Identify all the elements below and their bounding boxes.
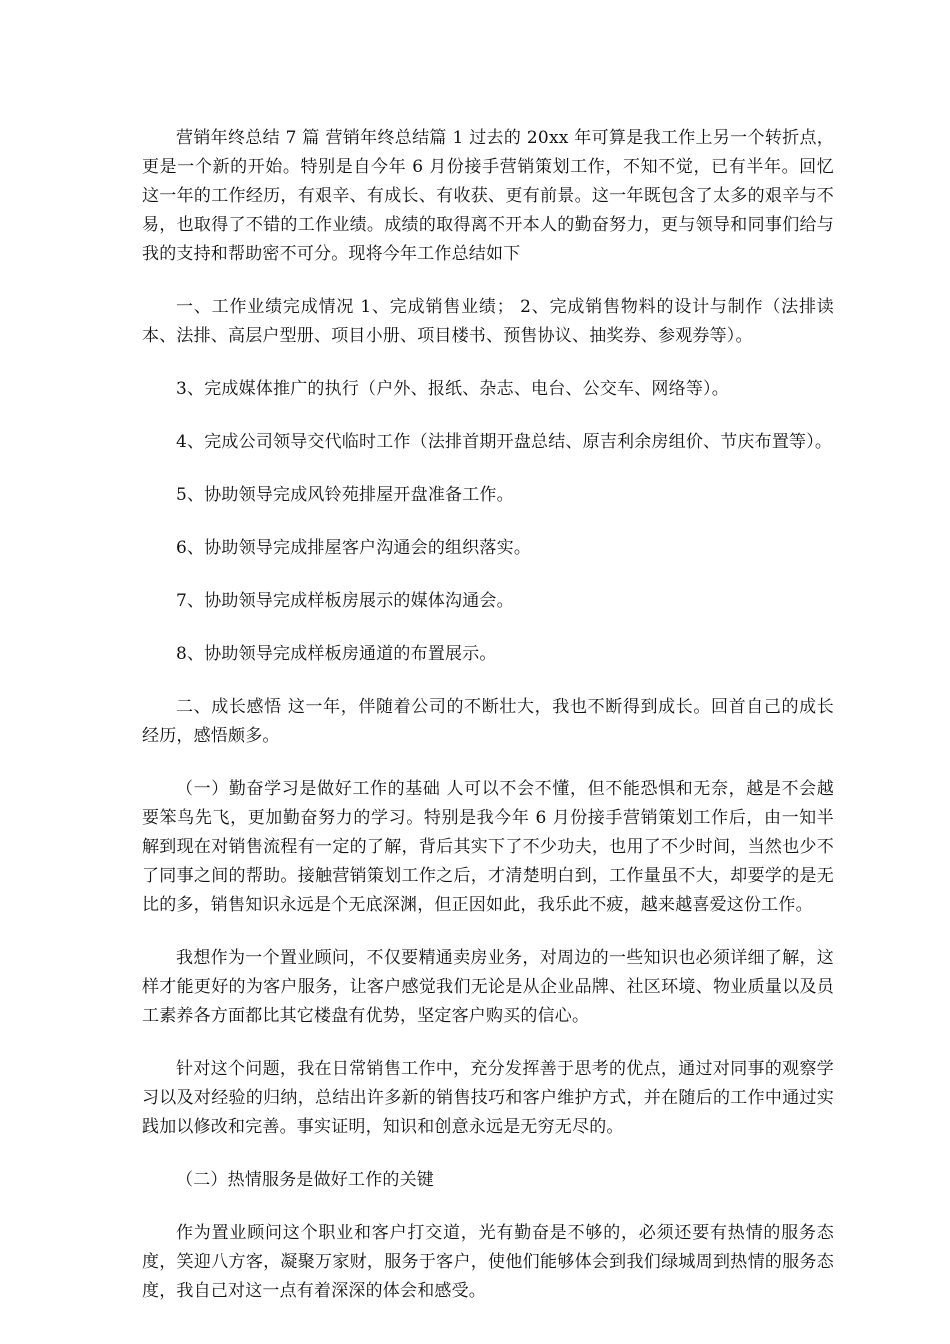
document-page — [142, 124, 834, 1330]
item-4-paragraph: 4、完成公司领导交代临时工作（法排首期开盘总结、原吉利余房组价、节庆布置等）。 — [176, 432, 833, 452]
item-3-paragraph: 3、完成媒体推广的执行（户外、报纸、杂志、电台、公交车、网络等）。 — [176, 379, 729, 399]
subsection-one-paragraph: （一）勤奋学习是做好工作的基础 人可以不会不懂，但不能恐惧和无奈，越是不会越要笨鸟先飞，更加勤奋努力的学习。特别是我今年 6 月份接手营销策划工作后，由一知半解到现在对销售流程有一定的了解，背后其实下了不少功夫，也用了不少时间，当然也少不了同事之间的帮助。接触营销策划工作之后，才清楚明白到，工作量虽不大，却要学的是无比的多，销售知识永远是个无底深渊，但正因如此，我乐此不疲，越来越喜爱这份工作。 — [142, 779, 834, 915]
intro-paragraph: 营销年终总结 7 篇 营销年终总结篇 1 过去的 20xx 年可算是我工作上另一个转折点，更是一个新的开始。特别是自今年 6 月份接手营销策划工作，不知不觉，已有半年。回忆这一年的工作经历，有艰辛、有成长、有收获、更有前景。这一年既包含了太多的艰辛与不易，也取得了不错的工作业绩。成绩的取得离不开本人的勤奋努力，更与领导和同事们给与我的支持和帮助密不可分。现将今年工作总结如下 — [142, 128, 834, 264]
section-one-paragraph: 一、工作业绩完成情况 1、完成销售业绩； 2、完成销售物料的设计与制作（法排读本、法排、高层户型册、项目小册、项目楼书、预售协议、抽奖券、参观券等）。 — [142, 297, 834, 346]
item-7-paragraph: 7、协助领导完成样板房展示的媒体沟通会。 — [176, 591, 514, 611]
subsection-two-heading: （二）热情服务是做好工作的关键 — [176, 1170, 434, 1190]
problem-paragraph: 针对这个问题，我在日常销售工作中，充分发挥善于思考的优点，通过对同事的观察学习以及对经验的归纳，总结出许多新的销售技巧和客户维护方式，并在随后的工作中通过实践加以修改和完善。事实证明，知识和创意永远是无穷无尽的。 — [142, 1059, 834, 1137]
item-6-paragraph: 6、协助领导完成排屋客户沟通会的组织落实。 — [176, 538, 532, 558]
consultant-paragraph: 我想作为一个置业顾问，不仅要精通卖房业务，对周边的一些知识也必须详细了解，这样才能更好的为客户服务，让客户感觉我们无论是从企业品牌、社区环境、物业质量以及员工素养各方面都比其它楼盘有优势，坚定客户购买的信心。 — [142, 948, 834, 1026]
service-paragraph: 作为置业顾问这个职业和客户打交道，光有勤奋是不够的，必须还要有热情的服务态度，笑迎八方客，凝聚万家财，服务于客户，使他们能够体会到我们绿城周到热情的服务态度，我自己对这一点有着深深的体会和感受。 — [142, 1223, 834, 1301]
item-8-paragraph: 8、协助领导完成样板房通道的布置展示。 — [176, 644, 497, 664]
item-5-paragraph: 5、协助领导完成风铃苑排屋开盘准备工作。 — [176, 485, 514, 505]
section-two-paragraph: 二、成长感悟 这一年，伴随着公司的不断壮大，我也不断得到成长。回首自己的成长经历，感悟颇多。 — [142, 697, 834, 746]
